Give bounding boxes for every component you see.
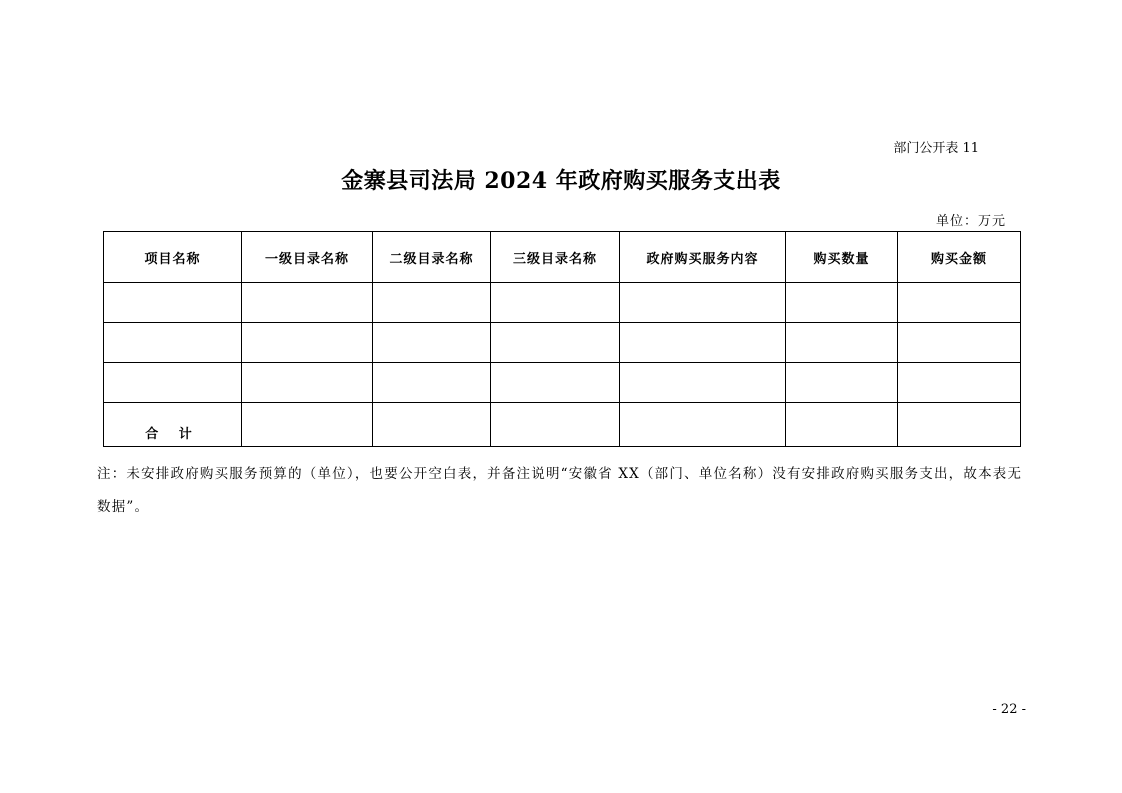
table-cell (786, 363, 898, 403)
table-cell (242, 323, 373, 363)
table-cell (491, 363, 620, 403)
column-header-level1-catalog: 一级目录名称 (242, 232, 373, 283)
table-cell (242, 403, 373, 447)
table-cell (620, 323, 786, 363)
table-cell (898, 403, 1021, 447)
column-header-project-name: 项目名称 (104, 232, 242, 283)
table-cell (373, 363, 491, 403)
table-cell (786, 283, 898, 323)
table-cell (104, 323, 242, 363)
page-number: - 22 - (992, 702, 1026, 717)
table-header-row (104, 232, 1021, 283)
table-cell (620, 363, 786, 403)
table-cell (491, 323, 620, 363)
table-cell (242, 283, 373, 323)
table-note: 注：未安排政府购买服务预算的（单位），也要公开空白表，并备注说明“安徽省 XX（部门、单位名称）没有安排政府购买服务支出，故本表无数据”。 (97, 466, 1023, 515)
unit-label: 单位：万元 (935, 214, 1006, 229)
table-row (104, 363, 1021, 403)
table-cell (104, 283, 242, 323)
table-cell (491, 403, 620, 447)
column-header-service-content: 政府购买服务内容 (620, 232, 786, 283)
table-cell (786, 323, 898, 363)
table-cell (373, 283, 491, 323)
table-cell (242, 363, 373, 403)
page-title: 金寨县司法局 2024 年政府购买服务支出表 (341, 168, 781, 194)
table-cell (373, 403, 491, 447)
table-cell (491, 283, 620, 323)
expenditure-table (103, 231, 1021, 447)
column-header-quantity: 购买数量 (786, 232, 898, 283)
table-cell (898, 283, 1021, 323)
table-cell (620, 403, 786, 447)
table-cell (898, 363, 1021, 403)
table-cell (898, 323, 1021, 363)
total-label: 合 计 (104, 403, 242, 447)
column-header-level3-catalog: 三级目录名称 (491, 232, 620, 283)
table-row (104, 283, 1021, 323)
table-cell (786, 403, 898, 447)
table-total-row (104, 403, 1021, 447)
column-header-amount: 购买金额 (898, 232, 1021, 283)
table-row (104, 323, 1021, 363)
table-cell (104, 363, 242, 403)
column-header-level2-catalog: 二级目录名称 (373, 232, 491, 283)
document-label: 部门公开表 11 (893, 141, 979, 156)
table-cell (620, 283, 786, 323)
table-cell (373, 323, 491, 363)
